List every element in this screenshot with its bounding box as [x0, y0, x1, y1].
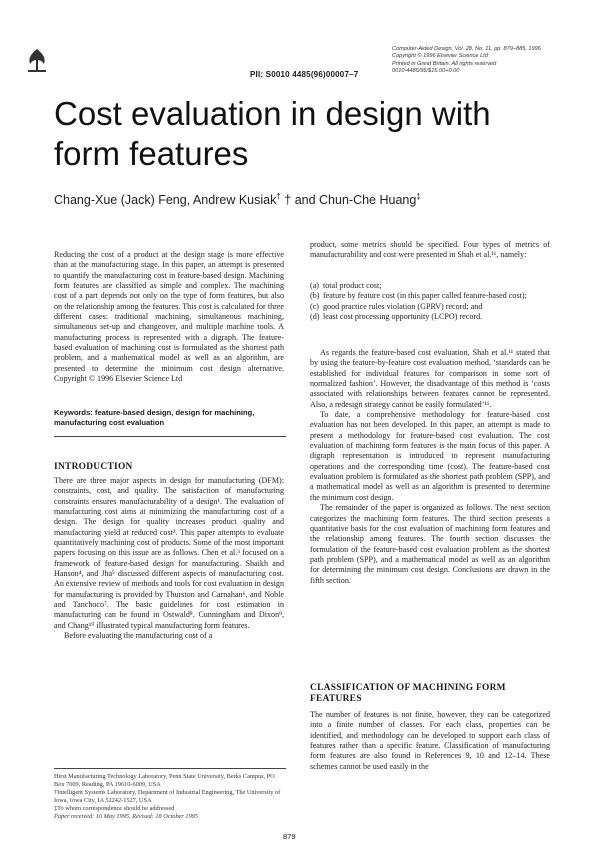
paragraph: To date, a comprehensive methodology for feature-based cost evaluation has not been developed. In this paper, an attempt is made to present a methodology for feature-based cost evaluation. The cost evaluation of machining form features is the main focus of this paper. A digraph representation is introduced to represent manufacturing operations and the corresponding time (cost). The feature-based cost evaluation problem is formulated as the shortest path problem (SPP), and a mathematical model as well as an algorithm is presented to determine the minimum cost design. [310, 410, 550, 502]
list-text: total product cost; [323, 281, 382, 290]
paper-title: Cost evaluation in design with form features [54, 95, 491, 172]
keywords: Keywords: feature-based design, design for machining, manufacturing cost evaluation [54, 408, 255, 427]
divider [54, 436, 286, 437]
paragraph: Before evaluating the manufacturing cost of a [64, 631, 213, 641]
author-names: Chang-Xue (Jack) Feng, Andrew Kusiak [54, 193, 277, 208]
paragraph: The number of features is not finite, however, they can be categorized into a finite number of classes. For each class, properties can be identified, and methodology can be developed to support each class of features rather than a specific feature. Classification of manufacturing form features are also found in References 9, 10 and 12–14. These schemes cannot be used easily in the [310, 710, 550, 771]
list-text: good practice rules violation (GPRV) record; and [323, 301, 483, 311]
section-heading-classification: CLASSIFICATION OF MACHINING FORM FEATURES [310, 683, 506, 704]
paragraph: The remainder of the paper is organized as follows. The next section categorizes the machining form features. The third section presents a quantitative basis for the cost evaluation of machining form features and the relationship among features. The fourth section discusses the formulation of the feature-based cost evaluation problem as the shortest path problem (SPP), and a mathematical model as well as an algorithm for determining the minimum cost design. Conclusions are drawn in the fifth section. [310, 503, 550, 585]
author-mark-2: ‡ [416, 192, 421, 201]
classification-body [310, 710, 550, 772]
right-column-body [310, 348, 550, 586]
list-label: (c) [310, 301, 319, 311]
issn-line: 0010-4485/96/$15.00+0.00 [392, 68, 460, 75]
author-names-tail: † and Chun-Che Huang [280, 193, 417, 208]
printed-line: Printed in Great Britain. All rights reserved [392, 60, 497, 67]
list-label: (d) [310, 312, 320, 322]
list-item [310, 302, 550, 312]
list-label: (b) [310, 291, 320, 301]
list-label: (a) [310, 281, 319, 290]
footnote: ‡To whom correspondence should be addressed [54, 804, 175, 812]
author-mark: † [276, 192, 281, 201]
journal-citation: Computer-Aided Design, Vol. 28, No. 11, pp. 879–885, 1996 [392, 46, 541, 52]
list-item [310, 312, 550, 322]
paragraph: There are three major aspects in design for manufacturing (DFM): constraints, cost, and quality. The satisfaction of manufacturing constraints ensures manufacturability of a design¹. The evaluation of manufacturing cost aims at minimizing the manufacturing cost of a design. The design for quality increases product quality and manufacturing yield at reduced cost². This paper attempts to evaluate quantitatively machining cost of products. Some of the most important papers focusing on this issue are as follows. Chen et al.³ focused on a framework of feature-based design for manufacturing. Shaikh and Hanson⁴, and Jha⁵ discussed different aspects of manufacturing cost. An extensive review of methods and tools for cost evaluation in design for manufacturing is provided by Thurston and Carnahan⁶, and Noble and Tanchoco⁷. The basic guidelines for cost estimation in manufacturing can be found in Ostwald⁸. Cunningham and Dixon⁹, and Chang¹⁰ illustrated typical manufacturing form features. [54, 476, 284, 630]
journal-metadata [392, 46, 582, 76]
footnote: Paper received: 10 May 1995. Revised: 18 October 1995 [54, 812, 199, 820]
author-line [54, 192, 421, 207]
abstract-text: Reducing the cost of a product at the design stage is more effective than at the manufacturing stage. In this paper, an attempt is presented to quantify the manufacturing cost in feature-based design. Machining form features are classified as simple and complex. The machining cost of a part depends not only on the type of form features, but also on the relationship among the features. This cost is calculated for three different cases: traditional machining, simultaneous machining, simultaneous set-up and changeover, and multiple machine tools. A manufacturing process is represented with a digraph. The feature-based evaluation of machining cost is formulated as the shortest path problem, and a mathematical model as well as an algorithm, are presented to determine the minimum cost design alternative. Copyright © 1996 Elsevier Science Ltd [54, 250, 284, 384]
footnote: †Intelligent Systems Laboratory, Department of Industrial Engineering, The University of Iowa, Iowa City, IA 52242-1527, USA [54, 788, 281, 804]
pii-identifier: PII: S0010 4485(96)00007–7 [250, 70, 359, 79]
publisher-logo-icon [22, 46, 52, 76]
list-item [310, 291, 550, 301]
section-heading-introduction: INTRODUCTION [54, 462, 133, 472]
list-item [310, 281, 550, 291]
footnotes [54, 773, 286, 820]
page-number: 879 [283, 832, 296, 841]
paragraph: As regards the feature-based cost evaluation, Shah et al.¹¹ stated that by using the feature-by-feature cost evaluation method, ‘standards can be established for individual features for comparison in some sort of normalized fashion’. However, the disadvantage of this method is ‘costs associated with relationships between features cannot be represented. Also, a redesign strategy cannot be easily formulated’¹¹. [310, 348, 550, 409]
footnote-divider [54, 768, 286, 769]
copyright-line: Copyright © 1996 Elsevier Science Ltd [392, 53, 488, 60]
abstract [54, 250, 284, 384]
footnote: Hirst Manufacturing Technology Laboratory, Penn State University, Berks Campus, PO Box 7009, Reading, PA 19610-6009, USA [54, 773, 275, 788]
list-text: feature by feature cost (in this paper called feature-based cost); [323, 291, 527, 301]
introduction-body [54, 476, 284, 642]
right-column-intro [310, 240, 550, 261]
metrics-list [310, 281, 550, 322]
list-text: least cost processing opportunity (LCPO) record. [323, 312, 483, 322]
paragraph: product, some metrics should be specified. Four types of metrics of manufacturability and cost were presented in Shah et al.¹¹, namely: [310, 240, 550, 260]
